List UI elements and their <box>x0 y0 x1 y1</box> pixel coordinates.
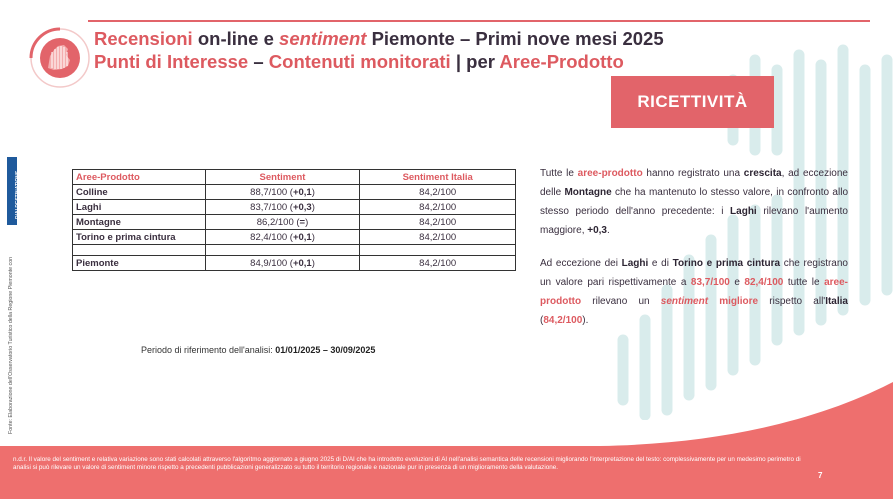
summary-paragraph-2: Ad eccezione dei Laghi e di Torino e prima cintura che registrano un valore pari rispettivamente a 83,7/100 e 82,4/100 tutte le aree-prodotto rilevano un sentiment migliore rispetto all'Italia (84,2/100). <box>540 258 848 326</box>
category-badge: RICETTIVITÀ <box>611 76 774 128</box>
sentiment-table <box>72 169 516 271</box>
header-sentiment: Sentiment <box>205 170 360 185</box>
table-row: Montagne 86,2/100 (=) 84,2/100 <box>73 215 516 230</box>
table-spacer-row <box>73 245 516 256</box>
piemonte-map-logo <box>24 22 90 88</box>
table-header-row <box>73 170 516 185</box>
summary-paragraph-1: Tutte le aree-prodotto hanno registrato una crescita, ad eccezione delle Montagne che ha mantenuto lo stesso valore, in confronto allo stesso periodo dell'anno precedente: i Laghi rilevano l'aumento maggiore, +0,3. <box>540 168 848 236</box>
table-row: Colline 88,7/100 (+0,1) 84,2/100 <box>73 185 516 200</box>
table-row: Torino e prima cintura 82,4/100 (+0,1) 84,2/100 <box>73 230 516 245</box>
table-total-row: Piemonte 84,9/100 (+0,1) 84,2/100 <box>73 256 516 271</box>
header-aree-prodotto: Aree-Prodotto <box>73 170 206 185</box>
footer-band <box>0 380 893 499</box>
header-sentiment-italia: Sentiment Italia <box>360 170 516 185</box>
header-rule <box>88 20 870 22</box>
title-line-1: Recensioni on-line e sentiment Piemonte – Primi nove mesi 2025 <box>94 28 664 49</box>
page-number: 7 <box>818 471 823 480</box>
source-note: Fonte: Elaborazione dell'Osservatorio Turistico della Regione Piemonte con <box>8 256 14 434</box>
analysis-period: Periodo di riferimento dell'analisi: 01/01/2025 – 30/09/2025 <box>141 345 376 355</box>
table-row: Laghi 83,7/100 (+0,3) 84,2/100 <box>73 200 516 215</box>
footer-note: n.d.r. Il valore del sentiment e relativa variazione sono stati calcolati attraverso l'algoritmo aggiornato a giugno 2025 di D/AI che ha introdotto evoluzioni di AI nell'analisi semantica delle recensioni migliorando l'interpretazione del testo: complessivamente per un medesimo perimetro di analisi si può rilevare un valore di sentiment minore rispetto a precedenti pubblicazioni generalizzato su tutto il territorio regionale e nazionale pur in presenza di un miglioramento della valutazione. <box>13 456 801 472</box>
title-line-2: Punti di Interesse – Contenuti monitorati | per Aree-Prodotto <box>94 51 624 72</box>
destinations-logo: D/AI DESTINATIONS <box>7 157 17 225</box>
